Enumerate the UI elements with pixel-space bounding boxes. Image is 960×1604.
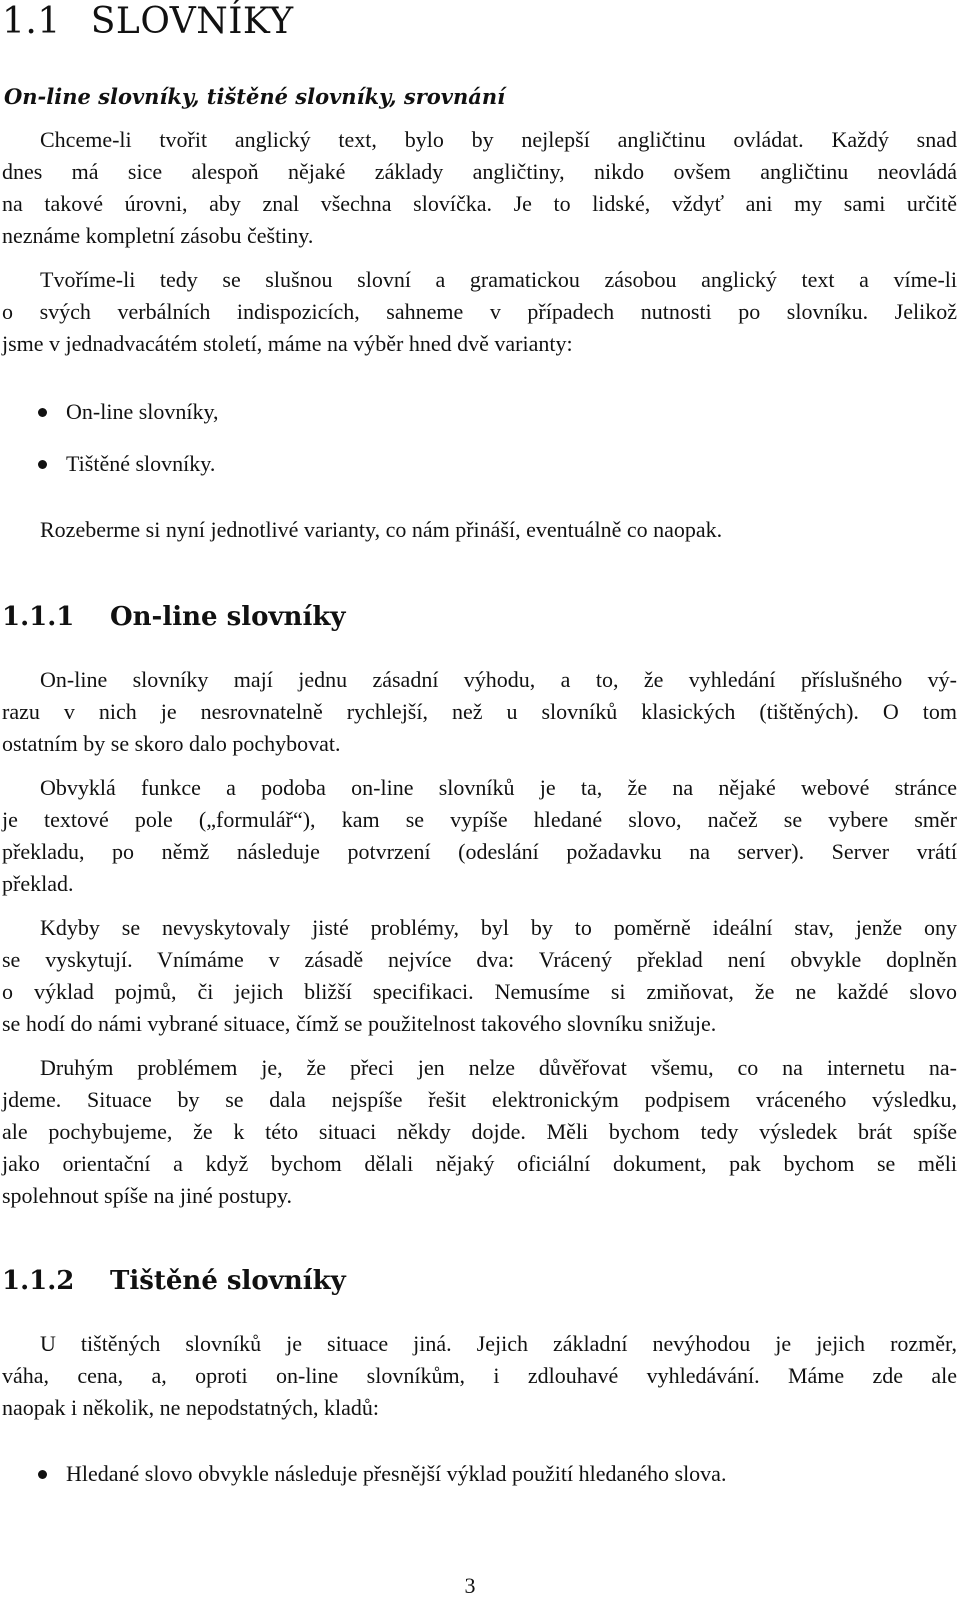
subsection-title: Tištěné slovníky	[110, 1266, 346, 1296]
paragraph-transition	[2, 514, 957, 546]
paragraph-online-trust	[2, 1052, 957, 1212]
section-number: 1.1	[2, 1, 61, 42]
text-line: neznáme kompletní zásobu češtiny.	[2, 223, 314, 248]
text-line: se hodí do námi vybrané situace, čímž se použitelnost takového slovníku snižuje.	[2, 1011, 717, 1036]
paragraph-online-function	[2, 772, 957, 900]
section-heading	[2, 2, 294, 42]
bullet-icon	[38, 408, 47, 417]
text-line: U tištěných slovníků je situace jiná. Jejich základní nevýhodou je jejich rozměr,	[40, 1331, 957, 1356]
text-line: na takové úrovni, aby znal všechna slovíčka. Je to lidské, vždyť ani my sami určitě	[2, 191, 957, 216]
text-line: jdeme. Situace by se dala nejspíše řešit elektronickým podpisem vráceného výsledku,	[2, 1087, 957, 1112]
paragraph-online-problems	[2, 912, 957, 1040]
text-line: Kdyby se nevyskytovaly jisté problémy, byl by to poměrně ideální stav, jenže ony	[40, 915, 957, 940]
text-line: jako orientační a když bychom dělali nějaký oficiální dokument, pak bychom se měli	[2, 1151, 957, 1176]
text-line: ale pochybujeme, že k této situaci někdy dojde. Měli bychom tedy výsledek brát spíše	[2, 1119, 957, 1144]
text-line: Rozeberme si nyní jednotlivé varianty, co nám přináší, eventuálně co naopak.	[40, 517, 723, 542]
list-item-text: Tištěné slovníky.	[66, 451, 216, 476]
bullet-icon	[38, 460, 47, 469]
subsection-number: 1.1.1	[2, 602, 75, 632]
paragraph-online-advantage	[2, 664, 957, 760]
text-line: o svých verbálních indispozicích, sahneme v případech nutnosti po slovníku. Jelikož	[2, 299, 957, 324]
text-line: překlad.	[2, 871, 74, 896]
text-line: On-line slovníky mají jednu zásadní výhodu, a to, že vyhledání příslušného vý-	[40, 667, 957, 692]
list-item-text: On-line slovníky,	[66, 399, 219, 424]
section-title: SLOVNÍKY	[90, 1, 294, 42]
text-line: Chceme-li tvořit anglický text, bylo by nejlepší angličtinu ovládat. Každý snad	[40, 127, 957, 152]
text-line: Obvyklá funkce a podoba on-line slovníků je ta, že na nějaké webové stránce	[40, 775, 957, 800]
text-line: dnes má sice alespoň nějaké základy angličtiny, nikdo ovšem angličtinu neovládá	[2, 159, 957, 184]
paragraph-printed	[2, 1328, 957, 1424]
text-line: váha, cena, a, oproti on-line slovníkům, i zdlouhavé vyhledávání. Máme zde ale	[2, 1363, 957, 1388]
text-line: razu v nich je nesrovnatelně rychlejší, než u slovníků klasických (tištěných). O tom	[2, 699, 957, 724]
subsection-title: On-line slovníky	[110, 602, 346, 632]
text-line: Tvoříme-li tedy se slušnou slovní a gramatickou zásobou anglický text a víme-li	[40, 267, 957, 292]
text-line: ostatním by se skoro dalo pochybovat.	[2, 731, 341, 756]
subsection-heading-online	[2, 600, 345, 634]
text-line: o výklad pojmů, či jejich bližší specifikaci. Nemusíme si zmiňovat, že ne každé slovo	[2, 979, 957, 1004]
list-item-text: Hledané slovo obvykle následuje přesnější výklad použití hledaného slova.	[66, 1461, 727, 1486]
text-line: naopak i několik, ne nepodstatných, kladů:	[2, 1395, 379, 1420]
text-line: spolehnout spíše na jiné postupy.	[2, 1183, 293, 1208]
text-line: jsme v jednadvacátém století, máme na výběr hned dvě varianty:	[2, 331, 573, 356]
subsection-number: 1.1.2	[2, 1266, 75, 1296]
text-line: překladu, po němž následuje potvrzení (odeslání požadavku na server). Server vrátí	[2, 839, 957, 864]
subsection-heading-printed	[2, 1264, 346, 1298]
page-number: 3	[464, 1573, 476, 1598]
text-line: Druhým problémem je, že přeci jen nelze důvěřovat všemu, co na internetu na-	[40, 1055, 957, 1080]
section-subtitle: On-line slovníky, tištěné slovníky, srovnání	[4, 84, 506, 109]
text-line: je textové pole („formulář“), kam se vypíše hledané slovo, načež se vybere směr	[2, 807, 957, 832]
bullet-icon	[38, 1470, 47, 1479]
paragraph-options	[2, 264, 957, 360]
paragraph-intro	[2, 124, 957, 252]
text-line: se vyskytují. Vnímáme v zásadě nejvíce dva: Vrácený překlad není obvykle doplněn	[2, 947, 957, 972]
